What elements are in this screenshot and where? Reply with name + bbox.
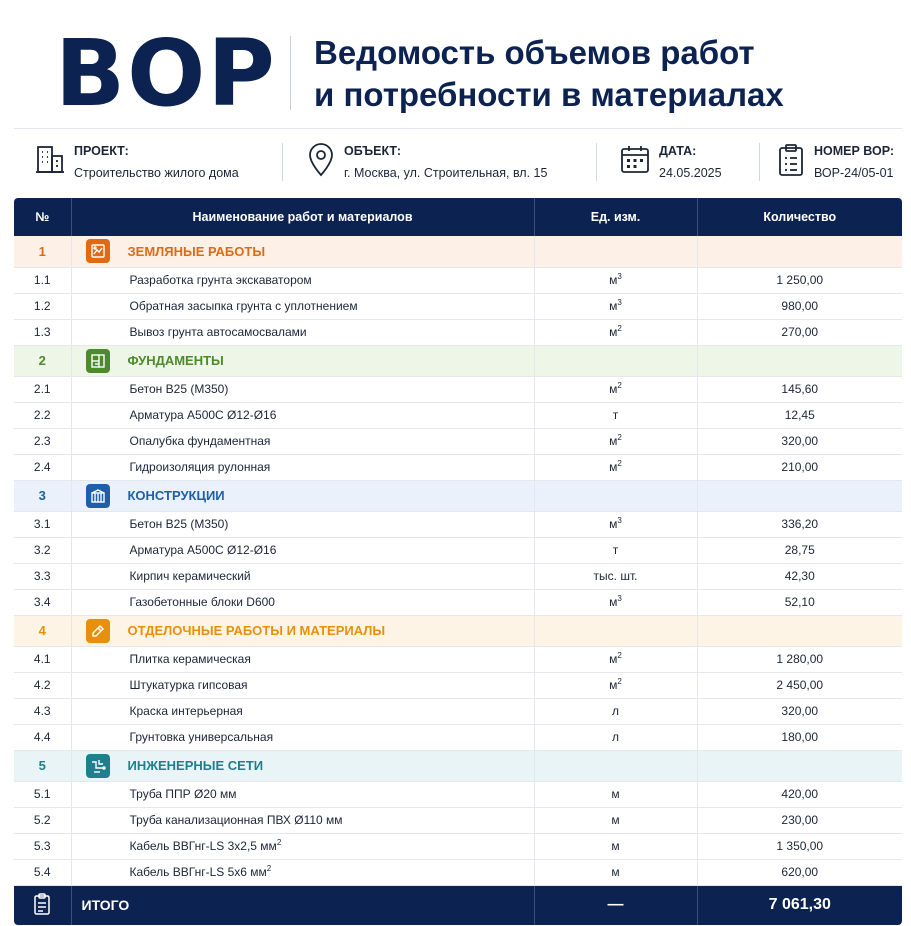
row-quantity: 1 250,00 <box>697 267 902 293</box>
title-line-1: Ведомость объемов работ <box>314 34 755 71</box>
row-name: Кабель ВВГнг-LS 5х6 $мм^2$ <box>71 859 534 885</box>
row-unit: $м^2$ <box>534 428 697 454</box>
table-row <box>14 293 902 319</box>
project-value: Строительство жилого дома <box>74 166 239 180</box>
section-title: ОТДЕЛОЧНЫЕ РАБОТЫ И МАТЕРИАЛЫ <box>127 623 386 638</box>
foundation-plan-icon <box>86 349 110 373</box>
section-number: 4 <box>14 615 71 646</box>
row-name: Краска интерьерная <box>71 698 534 724</box>
row-quantity: 620,00 <box>697 859 902 885</box>
row-quantity: 320,00 <box>697 428 902 454</box>
row-number: 3.4 <box>14 589 71 615</box>
section-row <box>14 480 902 511</box>
row-unit: $м^3$ <box>534 511 697 537</box>
row-number: 4.1 <box>14 646 71 672</box>
row-unit: м <box>534 833 697 859</box>
row-unit: $м^3$ <box>534 267 697 293</box>
row-unit: л <box>534 698 697 724</box>
row-unit: $м^2$ <box>534 376 697 402</box>
paint-brush-icon <box>86 619 110 643</box>
section-number: 3 <box>14 480 71 511</box>
document-title <box>314 32 784 116</box>
date-value: 24.05.2025 <box>659 166 722 180</box>
col-header-qty: Количество <box>697 198 902 236</box>
table-row <box>14 563 902 589</box>
row-unit: тыс. шт. <box>534 563 697 589</box>
row-name: Кирпич керамический <box>71 563 534 589</box>
row-quantity: 336,20 <box>697 511 902 537</box>
table-row <box>14 672 902 698</box>
engineering-network-icon <box>86 754 110 778</box>
info-divider <box>282 143 283 181</box>
table-body <box>14 236 902 925</box>
row-name: Арматура А500С Ø12-Ø16 <box>71 537 534 563</box>
table-row <box>14 511 902 537</box>
row-number: 3.1 <box>14 511 71 537</box>
row-unit: $м^2$ <box>534 672 697 698</box>
table-row <box>14 537 902 563</box>
row-quantity: 320,00 <box>697 698 902 724</box>
info-divider <box>759 143 760 181</box>
table-header-row <box>14 198 902 236</box>
row-quantity: 180,00 <box>697 724 902 750</box>
row-name: Кабель ВВГнг-LS 3х2,5 $мм^2$ <box>71 833 534 859</box>
col-header-num: № <box>14 198 71 236</box>
row-quantity: 230,00 <box>697 807 902 833</box>
object-value: г. Москва, ул. Строительная, вл. 15 <box>344 166 548 180</box>
row-number: 3.2 <box>14 537 71 563</box>
row-quantity: 1 280,00 <box>697 646 902 672</box>
row-number: 1.3 <box>14 319 71 345</box>
excavation-icon <box>86 239 110 263</box>
row-name: Газобетонные блоки D600 <box>71 589 534 615</box>
total-row <box>14 885 902 925</box>
object-info <box>306 143 547 182</box>
header-divider <box>290 36 291 110</box>
section-row <box>14 615 902 646</box>
row-number: 5.1 <box>14 781 71 807</box>
row-quantity: 2 450,00 <box>697 672 902 698</box>
row-quantity: 42,30 <box>697 563 902 589</box>
table-row <box>14 807 902 833</box>
table-row <box>14 589 902 615</box>
row-name: Опалубка фундаментная <box>71 428 534 454</box>
row-number: 1.2 <box>14 293 71 319</box>
row-quantity: 28,75 <box>697 537 902 563</box>
table-row <box>14 267 902 293</box>
table-row <box>14 698 902 724</box>
row-quantity: 12,45 <box>697 402 902 428</box>
row-unit: $м^3$ <box>534 293 697 319</box>
row-quantity: 210,00 <box>697 454 902 480</box>
row-name: Бетон В25 (М350) <box>71 511 534 537</box>
row-quantity: 980,00 <box>697 293 902 319</box>
row-quantity: 52,10 <box>697 589 902 615</box>
row-number: 2.2 <box>14 402 71 428</box>
number-value: ВОР-24/05-01 <box>814 166 894 180</box>
row-number: 5.2 <box>14 807 71 833</box>
row-number: 5.4 <box>14 859 71 885</box>
section-title: ФУНДАМЕНТЫ <box>127 353 224 368</box>
location-pin-icon <box>306 143 336 182</box>
row-unit: $м^3$ <box>534 589 697 615</box>
col-header-unit: Ед. изм. <box>534 198 697 236</box>
row-name: Грунтовка универсальная <box>71 724 534 750</box>
project-info <box>34 143 239 181</box>
section-number: 2 <box>14 345 71 376</box>
row-unit: $м^2$ <box>534 454 697 480</box>
clipboard-icon <box>33 904 51 918</box>
section-title: ЗЕМЛЯНЫЕ РАБОТЫ <box>127 243 266 259</box>
works-table <box>14 198 902 925</box>
row-name: Труба ППР Ø20 мм <box>71 781 534 807</box>
row-number: 1.1 <box>14 267 71 293</box>
row-name: Арматура А500С Ø12-Ø16 <box>71 402 534 428</box>
building-structure-icon <box>86 484 110 508</box>
title-line-2: и потребности в материалах <box>314 76 784 113</box>
project-label: ПРОЕКТ: <box>74 144 129 158</box>
table-row <box>14 859 902 885</box>
building-icon <box>34 143 66 180</box>
total-unit: — <box>534 885 697 925</box>
section-row <box>14 345 902 376</box>
row-name: Вывоз грунта автосамосвалами <box>71 319 534 345</box>
section-title: КОНСТРУКЦИИ <box>127 488 225 503</box>
date-label: ДАТА: <box>659 144 697 158</box>
row-number: 2.3 <box>14 428 71 454</box>
total-label: ИТОГО <box>71 885 534 925</box>
row-quantity: 420,00 <box>697 781 902 807</box>
row-name: Разработка грунта экскаватором <box>71 267 534 293</box>
table-row <box>14 454 902 480</box>
info-row <box>14 128 902 190</box>
row-unit: $м^2$ <box>534 646 697 672</box>
row-unit: л <box>534 724 697 750</box>
row-name: Гидроизоляция рулонная <box>71 454 534 480</box>
row-number: 2.4 <box>14 454 71 480</box>
calendar-icon <box>619 143 651 180</box>
section-number: 1 <box>14 236 71 267</box>
logo: ВОР <box>55 20 277 127</box>
row-quantity: 1 350,00 <box>697 833 902 859</box>
row-unit: т <box>534 537 697 563</box>
table-row <box>14 428 902 454</box>
row-unit: м <box>534 781 697 807</box>
row-number: 2.1 <box>14 376 71 402</box>
row-name: Обратная засыпка грунта с уплотнением <box>71 293 534 319</box>
row-number: 4.3 <box>14 698 71 724</box>
row-number: 5.3 <box>14 833 71 859</box>
section-title: ИНЖЕНЕРНЫЕ СЕТИ <box>127 758 264 773</box>
table-row <box>14 376 902 402</box>
section-row <box>14 236 902 267</box>
row-name: Плитка керамическая <box>71 646 534 672</box>
row-number: 4.2 <box>14 672 71 698</box>
number-info <box>776 143 894 182</box>
row-name: Труба канализационная ПВХ Ø110 мм <box>71 807 534 833</box>
document-header <box>0 0 911 128</box>
section-row <box>14 750 902 781</box>
row-name: Штукатурка гипсовая <box>71 672 534 698</box>
info-divider <box>596 143 597 181</box>
row-name: Бетон В25 (М350) <box>71 376 534 402</box>
date-info <box>619 143 722 181</box>
row-quantity: 270,00 <box>697 319 902 345</box>
row-unit: м <box>534 859 697 885</box>
table-row <box>14 833 902 859</box>
row-quantity: 145,60 <box>697 376 902 402</box>
table-row <box>14 402 902 428</box>
row-unit: $м^2$ <box>534 319 697 345</box>
object-label: ОБЪЕКТ: <box>344 144 402 158</box>
table-row <box>14 319 902 345</box>
col-header-name: Наименование работ и материалов <box>71 198 534 236</box>
table-row <box>14 781 902 807</box>
table-row <box>14 646 902 672</box>
section-number: 5 <box>14 750 71 781</box>
document-list-icon <box>776 143 806 182</box>
total-quantity: 7 061,30 <box>697 885 902 925</box>
number-label: НОМЕР ВОР: <box>814 144 895 158</box>
row-unit: т <box>534 402 697 428</box>
table-row <box>14 724 902 750</box>
row-unit: м <box>534 807 697 833</box>
row-number: 3.3 <box>14 563 71 589</box>
row-number: 4.4 <box>14 724 71 750</box>
